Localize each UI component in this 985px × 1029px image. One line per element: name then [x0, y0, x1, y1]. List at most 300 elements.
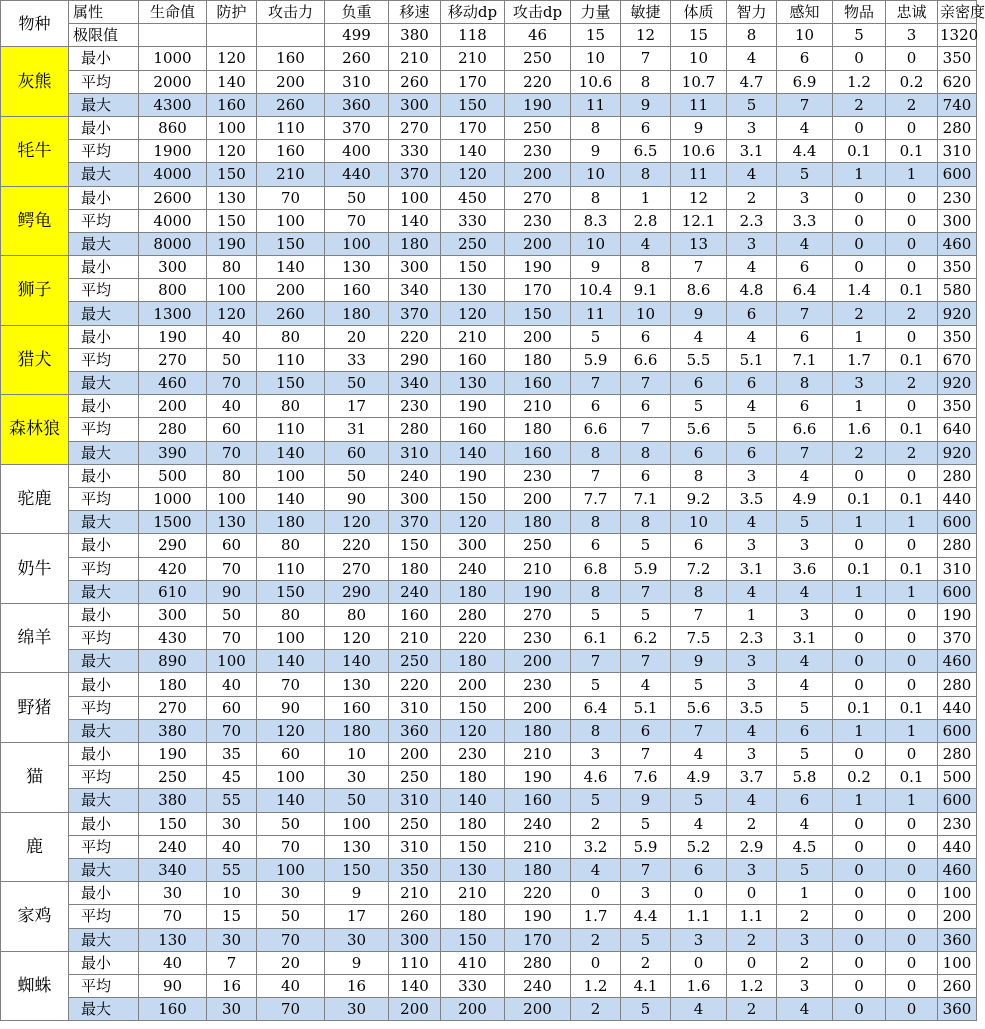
column-header: 移速: [389, 1, 441, 24]
limit-cell: 8: [727, 24, 777, 47]
stat-cell: 1500: [139, 511, 207, 534]
stat-cell: 7.1: [777, 348, 833, 371]
stat-cell: 130: [441, 372, 505, 395]
stat-cell: 130: [207, 511, 257, 534]
stat-cell: 3.5: [727, 487, 777, 510]
table-row: [1, 186, 977, 209]
stat-cell: 0: [571, 882, 621, 905]
stat-cell: 640: [938, 418, 977, 441]
stat-cell: 340: [389, 279, 441, 302]
stat-cell: 6.4: [777, 279, 833, 302]
stat-cell: 30: [207, 928, 257, 951]
stat-cell: 4.5: [777, 835, 833, 858]
stat-cell: 6.4: [571, 696, 621, 719]
stat-cell: 460: [938, 858, 977, 881]
table-row: [1, 116, 977, 139]
stat-cell: 3.5: [727, 696, 777, 719]
stat-cell: 60: [325, 441, 389, 464]
stat-cell: 45: [207, 766, 257, 789]
stat-cell: 10.4: [571, 279, 621, 302]
stat-cell: 12: [671, 186, 727, 209]
stat-cell: 360: [389, 719, 441, 742]
stat-cell: 1.1: [727, 905, 777, 928]
stat-cell: 450: [441, 186, 505, 209]
stat-cell: 31: [325, 418, 389, 441]
row-type-label: 最大: [69, 302, 139, 325]
table-row: [1, 47, 977, 70]
stat-cell: 1: [833, 719, 886, 742]
stat-cell: 120: [207, 140, 257, 163]
stat-cell: 0: [886, 650, 938, 673]
stat-cell: 220: [325, 534, 389, 557]
row-type-label: 最大: [69, 858, 139, 881]
stat-cell: 2.3: [727, 209, 777, 232]
row-type-label: 最大: [69, 928, 139, 951]
stat-cell: 3.7: [727, 766, 777, 789]
stat-cell: 4300: [139, 93, 207, 116]
row-type-label: 最小: [69, 882, 139, 905]
stat-cell: 150: [441, 487, 505, 510]
stat-cell: 3.6: [777, 557, 833, 580]
stat-cell: 1: [886, 163, 938, 186]
stat-cell: 310: [938, 140, 977, 163]
table-row: [1, 557, 977, 580]
stat-cell: 0: [886, 905, 938, 928]
table-row: [1, 70, 977, 93]
stat-cell: 3.1: [727, 557, 777, 580]
stat-cell: 180: [441, 650, 505, 673]
stat-cell: 140: [441, 441, 505, 464]
stat-cell: 1: [727, 603, 777, 626]
stat-cell: 460: [938, 232, 977, 255]
table-row: [1, 974, 977, 997]
stat-cell: 50: [257, 905, 325, 928]
stat-cell: 3: [727, 650, 777, 673]
stat-cell: 2.8: [621, 209, 671, 232]
stat-cell: 5: [777, 511, 833, 534]
row-type-label: 最小: [69, 47, 139, 70]
stat-cell: 4: [671, 743, 727, 766]
stat-cell: 0: [833, 464, 886, 487]
species-name: 绵羊: [1, 603, 69, 673]
stat-cell: 3: [621, 882, 671, 905]
stat-cell: 7: [621, 858, 671, 881]
stat-cell: 130: [139, 928, 207, 951]
stat-cell: 170: [505, 928, 571, 951]
stat-cell: 300: [139, 603, 207, 626]
stat-cell: 120: [441, 719, 505, 742]
stat-cell: 40: [257, 974, 325, 997]
stat-cell: 300: [389, 93, 441, 116]
stat-cell: 260: [257, 93, 325, 116]
stat-cell: 4: [727, 580, 777, 603]
stat-cell: 150: [389, 534, 441, 557]
stat-cell: 10: [325, 743, 389, 766]
row-type-label: 最小: [69, 186, 139, 209]
stat-cell: 70: [257, 186, 325, 209]
stat-cell: 280: [938, 534, 977, 557]
stat-cell: 210: [505, 557, 571, 580]
stat-cell: 6.9: [777, 70, 833, 93]
stat-cell: 70: [139, 905, 207, 928]
stat-cell: 0: [886, 534, 938, 557]
stat-cell: 80: [257, 325, 325, 348]
stat-cell: 70: [207, 441, 257, 464]
stat-cell: 0: [833, 627, 886, 650]
stat-cell: 4: [777, 812, 833, 835]
table-row: [1, 650, 977, 673]
stat-cell: 350: [938, 256, 977, 279]
stat-cell: 260: [938, 974, 977, 997]
stat-cell: 100: [257, 464, 325, 487]
stat-cell: 190: [441, 395, 505, 418]
table-row: [1, 743, 977, 766]
stat-cell: 0.1: [833, 696, 886, 719]
stat-cell: 7: [571, 372, 621, 395]
stat-cell: 40: [207, 325, 257, 348]
stat-cell: 350: [938, 47, 977, 70]
stat-cell: 200: [505, 998, 571, 1021]
stat-cell: 4: [727, 395, 777, 418]
stat-cell: 7.2: [671, 557, 727, 580]
row-type-label: 平均: [69, 487, 139, 510]
stat-cell: 0: [886, 464, 938, 487]
stat-cell: 230: [938, 186, 977, 209]
row-type-label: 最大: [69, 998, 139, 1021]
stat-cell: 5: [621, 534, 671, 557]
stat-cell: 4: [777, 464, 833, 487]
stat-cell: 1: [621, 186, 671, 209]
stat-cell: 15: [207, 905, 257, 928]
stat-cell: 0.1: [886, 418, 938, 441]
stat-cell: 190: [505, 93, 571, 116]
stat-cell: 270: [389, 116, 441, 139]
stat-cell: 0: [727, 882, 777, 905]
stat-cell: 160: [441, 348, 505, 371]
stat-cell: 0: [886, 395, 938, 418]
stat-cell: 260: [257, 302, 325, 325]
stat-cell: 5: [571, 603, 621, 626]
stat-cell: 4000: [139, 163, 207, 186]
stat-cell: 0.1: [886, 766, 938, 789]
stat-cell: 6: [777, 719, 833, 742]
stat-cell: 160: [505, 789, 571, 812]
stat-cell: 130: [441, 279, 505, 302]
stat-cell: 140: [325, 650, 389, 673]
stat-cell: 10.6: [671, 140, 727, 163]
stat-cell: 4.8: [727, 279, 777, 302]
stat-cell: 20: [257, 951, 325, 974]
stat-cell: 150: [441, 696, 505, 719]
stat-cell: 0: [833, 951, 886, 974]
stat-cell: 8: [671, 580, 727, 603]
stat-cell: 160: [441, 418, 505, 441]
stat-cell: 1: [833, 511, 886, 534]
stat-cell: 3: [727, 116, 777, 139]
stat-cell: 30: [257, 882, 325, 905]
stat-cell: 3: [727, 673, 777, 696]
stat-cell: 300: [389, 487, 441, 510]
stat-cell: 80: [207, 464, 257, 487]
stat-cell: 17: [325, 395, 389, 418]
limit-cell: 12: [621, 24, 671, 47]
stat-cell: 100: [325, 812, 389, 835]
stat-cell: 0.1: [886, 696, 938, 719]
stat-cell: 250: [389, 812, 441, 835]
stat-cell: 340: [389, 372, 441, 395]
stat-cell: 210: [389, 47, 441, 70]
table-row: [1, 928, 977, 951]
stat-cell: 8: [621, 441, 671, 464]
stat-cell: 4: [777, 580, 833, 603]
stat-cell: 200: [505, 232, 571, 255]
stat-cell: 2: [571, 812, 621, 835]
stat-cell: 310: [325, 70, 389, 93]
stat-cell: 60: [207, 534, 257, 557]
stat-cell: 0: [833, 905, 886, 928]
stat-cell: 310: [938, 557, 977, 580]
stat-cell: 4: [571, 858, 621, 881]
stat-cell: 100: [207, 279, 257, 302]
table-row: [1, 627, 977, 650]
stat-cell: 7: [621, 372, 671, 395]
stat-cell: 9: [671, 302, 727, 325]
stat-cell: 8: [621, 256, 671, 279]
stat-cell: 110: [257, 418, 325, 441]
stat-cell: 70: [325, 209, 389, 232]
stat-cell: 3: [727, 534, 777, 557]
stat-cell: 140: [389, 974, 441, 997]
stat-cell: 280: [505, 951, 571, 974]
stat-cell: 740: [938, 93, 977, 116]
row-type-label: 最大: [69, 372, 139, 395]
stat-cell: 2: [777, 951, 833, 974]
stat-cell: 140: [257, 256, 325, 279]
stat-cell: 1.2: [571, 974, 621, 997]
row-type-label: 最大: [69, 650, 139, 673]
stat-cell: 4.4: [621, 905, 671, 928]
stat-cell: 70: [257, 928, 325, 951]
stat-cell: 40: [207, 835, 257, 858]
stat-cell: 170: [505, 279, 571, 302]
stat-cell: 0: [886, 928, 938, 951]
stat-cell: 8: [621, 70, 671, 93]
stat-cell: 0: [886, 858, 938, 881]
stat-cell: 120: [207, 302, 257, 325]
stat-cell: 110: [257, 116, 325, 139]
table-row: [1, 395, 977, 418]
stat-cell: 120: [207, 47, 257, 70]
stat-cell: 11: [671, 163, 727, 186]
stat-cell: 4: [671, 812, 727, 835]
stat-cell: 240: [139, 835, 207, 858]
column-header: 攻击力: [257, 1, 325, 24]
stat-cell: 150: [207, 163, 257, 186]
column-header: 敏捷: [621, 1, 671, 24]
table-row: [1, 279, 977, 302]
stat-cell: 6: [621, 325, 671, 348]
stat-cell: 8: [671, 464, 727, 487]
stat-cell: 2: [777, 905, 833, 928]
stat-cell: 5.9: [621, 557, 671, 580]
stat-cell: 160: [257, 47, 325, 70]
stat-cell: 280: [139, 418, 207, 441]
stat-cell: 140: [257, 441, 325, 464]
stat-cell: 0: [833, 650, 886, 673]
stat-cell: 0: [886, 974, 938, 997]
stat-cell: 0: [671, 882, 727, 905]
limit-cell: [207, 24, 257, 47]
stat-cell: 0: [886, 998, 938, 1021]
stat-cell: 0.1: [833, 140, 886, 163]
stat-cell: 350: [938, 325, 977, 348]
stat-cell: 0: [833, 232, 886, 255]
stat-cell: 280: [441, 603, 505, 626]
stat-cell: 160: [505, 372, 571, 395]
species-name: 鹿: [1, 812, 69, 882]
stat-cell: 580: [938, 279, 977, 302]
stat-cell: 460: [139, 372, 207, 395]
stat-cell: 150: [441, 928, 505, 951]
stat-cell: 190: [139, 743, 207, 766]
row-type-label: 最大: [69, 232, 139, 255]
stat-cell: 13: [671, 232, 727, 255]
stat-cell: 5.6: [671, 418, 727, 441]
stat-cell: 4: [727, 325, 777, 348]
stat-cell: 0: [833, 47, 886, 70]
stat-cell: 300: [389, 928, 441, 951]
table-row: [1, 580, 977, 603]
stat-cell: 5.1: [727, 348, 777, 371]
stat-cell: 240: [505, 974, 571, 997]
stat-cell: 4: [777, 232, 833, 255]
stat-cell: 1: [886, 789, 938, 812]
stat-cell: 70: [257, 673, 325, 696]
stat-cell: 100: [207, 116, 257, 139]
stat-cell: 130: [441, 858, 505, 881]
stat-cell: 3: [777, 928, 833, 951]
stat-cell: 7: [571, 464, 621, 487]
stat-cell: 370: [325, 116, 389, 139]
stat-cell: 370: [389, 163, 441, 186]
stat-cell: 70: [207, 557, 257, 580]
species-name: 猎犬: [1, 325, 69, 395]
stat-cell: 1.2: [833, 70, 886, 93]
stat-cell: 190: [139, 325, 207, 348]
stat-cell: 3.2: [571, 835, 621, 858]
stat-cell: 70: [207, 719, 257, 742]
stat-cell: 290: [389, 348, 441, 371]
stat-cell: 5: [777, 743, 833, 766]
stat-cell: 250: [505, 47, 571, 70]
stat-cell: 6: [671, 858, 727, 881]
stat-cell: 8: [571, 186, 621, 209]
stat-cell: 8: [777, 372, 833, 395]
stat-cell: 0: [833, 974, 886, 997]
stat-cell: 0: [833, 835, 886, 858]
table-row: [1, 673, 977, 696]
stat-cell: 8.3: [571, 209, 621, 232]
stat-cell: 0: [571, 951, 621, 974]
stat-cell: 280: [938, 743, 977, 766]
stat-cell: 5.8: [777, 766, 833, 789]
stat-cell: 2.9: [727, 835, 777, 858]
stat-cell: 240: [505, 812, 571, 835]
stat-cell: 8: [621, 511, 671, 534]
stat-cell: 500: [938, 766, 977, 789]
table-row: [1, 511, 977, 534]
stat-cell: 30: [207, 812, 257, 835]
stat-cell: 160: [389, 603, 441, 626]
stat-cell: 300: [389, 256, 441, 279]
stat-cell: 0: [886, 812, 938, 835]
stat-cell: 260: [389, 70, 441, 93]
stat-cell: 6.5: [621, 140, 671, 163]
stat-cell: 120: [441, 302, 505, 325]
stat-cell: 4: [727, 47, 777, 70]
stat-cell: 3: [833, 372, 886, 395]
stat-cell: 4: [671, 998, 727, 1021]
limit-cell: 10: [777, 24, 833, 47]
stat-cell: 3: [671, 928, 727, 951]
table-row: [1, 209, 977, 232]
stat-cell: 7: [671, 256, 727, 279]
limit-cell: [257, 24, 325, 47]
stat-cell: 890: [139, 650, 207, 673]
header-row: [1, 1, 977, 24]
stat-cell: 1: [833, 580, 886, 603]
table-row: [1, 256, 977, 279]
row-type-label: 最小: [69, 603, 139, 626]
stat-cell: 10: [571, 47, 621, 70]
stat-cell: 2: [833, 441, 886, 464]
stat-cell: 70: [207, 372, 257, 395]
stat-cell: 210: [505, 395, 571, 418]
limit-cell: 3: [886, 24, 938, 47]
stat-cell: 5: [777, 696, 833, 719]
limit-cell: [139, 24, 207, 47]
stat-cell: 5.5: [671, 348, 727, 371]
stat-cell: 140: [257, 487, 325, 510]
stat-cell: 1: [777, 882, 833, 905]
row-type-label: 平均: [69, 905, 139, 928]
stat-cell: 170: [441, 116, 505, 139]
stat-cell: 240: [441, 557, 505, 580]
stat-cell: 310: [389, 696, 441, 719]
row-type-label: 最小: [69, 534, 139, 557]
stat-cell: 100: [207, 650, 257, 673]
stat-cell: 8: [571, 441, 621, 464]
stat-cell: 240: [389, 464, 441, 487]
stat-cell: 1: [886, 719, 938, 742]
stat-cell: 360: [325, 93, 389, 116]
stat-cell: 3.1: [727, 140, 777, 163]
stat-cell: 7.1: [621, 487, 671, 510]
stat-cell: 0: [833, 998, 886, 1021]
stat-cell: 9: [325, 951, 389, 974]
stat-cell: 6: [777, 395, 833, 418]
stat-cell: 180: [139, 673, 207, 696]
stat-cell: 230: [441, 743, 505, 766]
stat-cell: 0.1: [886, 348, 938, 371]
stat-cell: 0: [886, 673, 938, 696]
table-row: [1, 789, 977, 812]
stat-cell: 50: [207, 348, 257, 371]
stat-cell: 150: [207, 209, 257, 232]
stat-cell: 7: [571, 650, 621, 673]
stat-cell: 200: [257, 70, 325, 93]
stat-cell: 1: [833, 789, 886, 812]
